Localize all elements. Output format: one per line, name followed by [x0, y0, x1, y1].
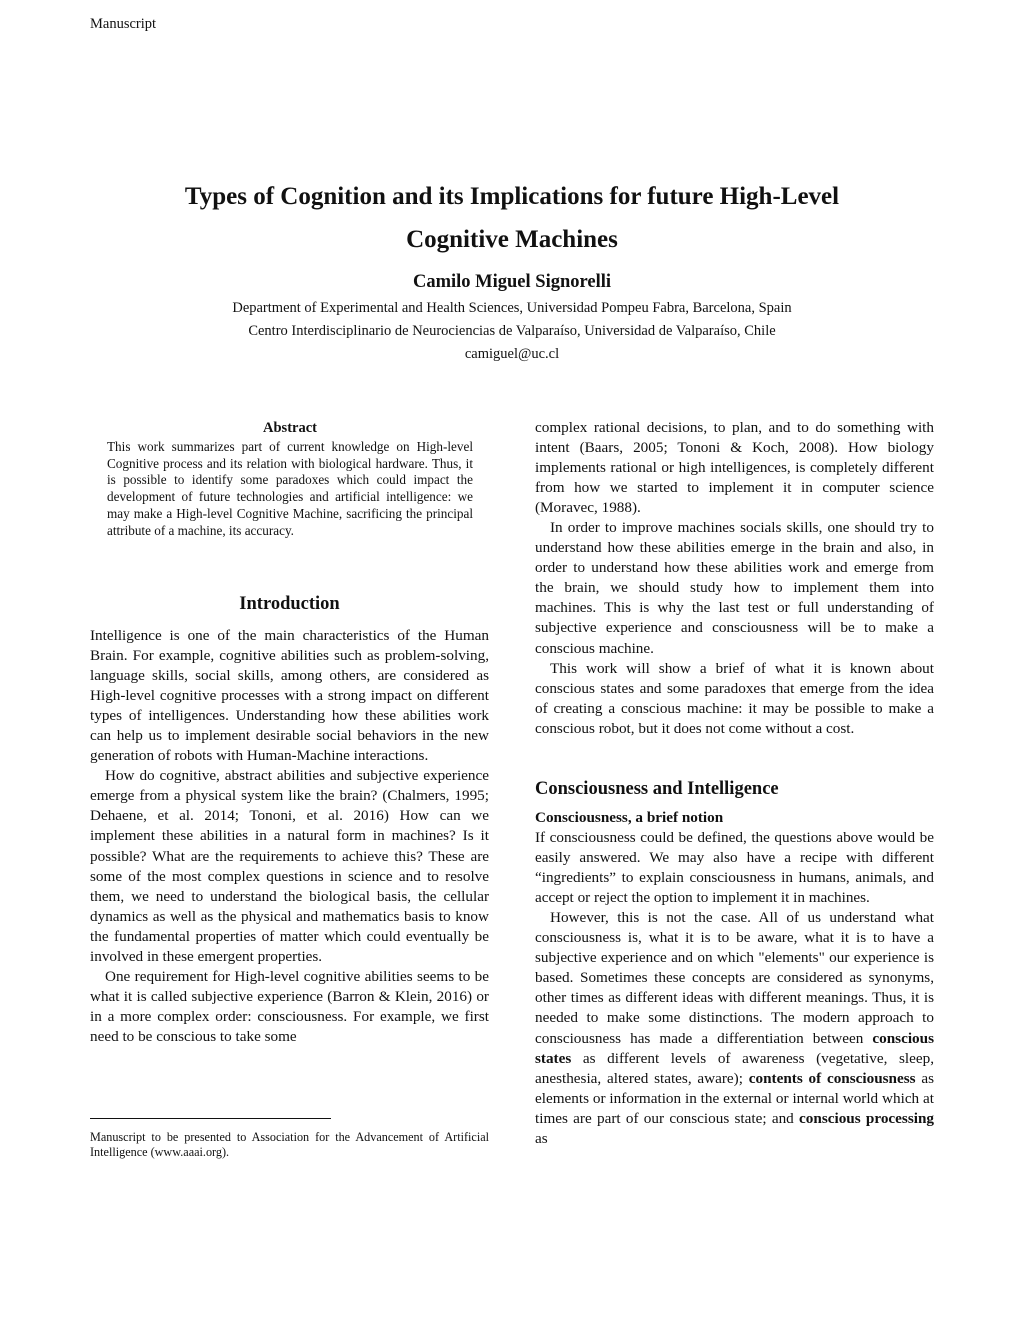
abstract-text: This work summarizes part of current knowledge on High-level Cognitive process and its relation with biological hardware. Thus, it is possible to identify some paradoxes which could impact the development of future technologies and artificial intelligence: we may make a High-level Cognitive Machine, sacrificing the principal attribute of a machine, its accuracy.	[107, 438, 473, 538]
abstract-heading: Abstract	[263, 420, 317, 436]
keyword-contents-of-consciousness: contents of consciousness	[748, 1069, 916, 1087]
consciousness-subheading: Consciousness, a brief notion	[535, 809, 724, 826]
paper-title	[110, 175, 914, 261]
footnote-rule	[90, 1118, 331, 1119]
intro-paragraph-1: Intelligence is one of the main characteristics of the Human Brain. For example, cognitive abilities such as problem-solving, language skills, social skills, among others, are considered as High-level cognitive processes with a strong impact on different types of intelligences. Understanding how these abilities work can help us to implement desirable social behaviors in the new generation of robots with Human-Machine interactions.	[90, 627, 489, 765]
author-name: Camilo Miguel Signorelli	[412, 272, 612, 292]
affiliation-1: Department of Experimental and Health Sciences, Universidad Pompeu Fabra, Barcelona, Spain	[232, 300, 792, 316]
consciousness-p2-text-d: as	[535, 1129, 548, 1147]
consciousness-p2-text-a: However, this is not the case. All of us understand what consciousness is, what it is to be aware, what it is to have a subjective experience and on which "elements" our experience is based. Sometimes these concepts are considered as synonyms, other times as different ideas with different meanings. Thus, it is needed to make some distinctions. The modern approach to consciousness has made a differentiation between	[535, 909, 934, 1047]
consciousness-paragraph-2	[535, 908, 934, 1149]
keyword-conscious-processing: conscious processing	[799, 1109, 934, 1127]
abstract-block	[107, 420, 473, 540]
consciousness-p2-text-b: as different levels of awareness (vegetative, sleep, anesthesia, altered states, aware);	[535, 1049, 934, 1087]
consciousness-heading: Consciousness and Intelligence	[535, 779, 779, 799]
footnote: Manuscript to be presented to Association for the Advancement of Artificial Intelligence (www.aaai.org).	[90, 1130, 489, 1159]
intro-paragraph-4: In order to improve machines socials skills, one should try to understand how these abilities emerge in the brain and also, in order to understand how these abilities work and emerge from the brain, we should study how to implement them into machines. This is why the last test or full understanding of subjective experience and consciousness will be to make a conscious machine.	[535, 519, 934, 657]
affiliation-2: Centro Interdisciplinario de Neurociencias de Valparaíso, Universidad de Valparaíso, Chile	[248, 323, 776, 339]
consciousness-section	[535, 808, 934, 1149]
running-header: Manuscript	[90, 16, 157, 32]
intro-paragraph-5: This work will show a brief of what it is known about conscious states and some paradoxes that emerge from the idea of creating a conscious machine: it may be possible to make a conscious robot, but it does not come without a cost.	[535, 659, 934, 737]
keyword-conscious-states: conscious states	[535, 1029, 934, 1067]
introduction-heading: Introduction	[239, 594, 340, 614]
right-column	[535, 418, 934, 739]
intro-paragraph-3: One requirement for High-level cognitive abilities seems to be what it is called subjective experience (Barron & Klein, 2016) or in a more complex order: consciousness. For example, we first need to be conscious to take some	[90, 967, 489, 1045]
title-line-2: Cognitive Machines	[406, 226, 618, 253]
left-column	[90, 626, 489, 1047]
consciousness-paragraph-1: If consciousness could be defined, the questions above would be easily answered. We may also have a recipe with different “ingredients” to explain consciousness in humans, animals, and accept or reject the option to implement it in machines.	[535, 829, 934, 907]
intro-paragraph-2: How do cognitive, abstract abilities and subjective experience emerge from a physical system like the brain? (Chalmers, 1995; Dehaene, et al. 2014; Tononi, et al. 2016) How can we implement these abilities in a natural form in machines? Is it possible? What are the requirements to achieve this? These are some of the most complex questions in science and to resolve them, we need to understand the biological basis, the cellular dynamics as well as the physical and mathematics basis to know the fundamental properties of matter which could eventually be involved in these emergent properties.	[90, 767, 489, 965]
title-line-1: Types of Cognition and its Implications for future High-Level	[184, 183, 840, 210]
author-email: camiguel@uc.cl	[464, 346, 560, 362]
consciousness-p2-text-c: as elements or information in the external or internal world which at times are part of our conscious state; and	[535, 1069, 934, 1127]
intro-paragraph-3-continued: complex rational decisions, to plan, and to do something with intent (Baars, 2005; Tononi & Koch, 2008). How biology implements rational or high intelligences, is completely different from how we started to implement it in computer science (Moravec, 1988).	[535, 419, 934, 517]
